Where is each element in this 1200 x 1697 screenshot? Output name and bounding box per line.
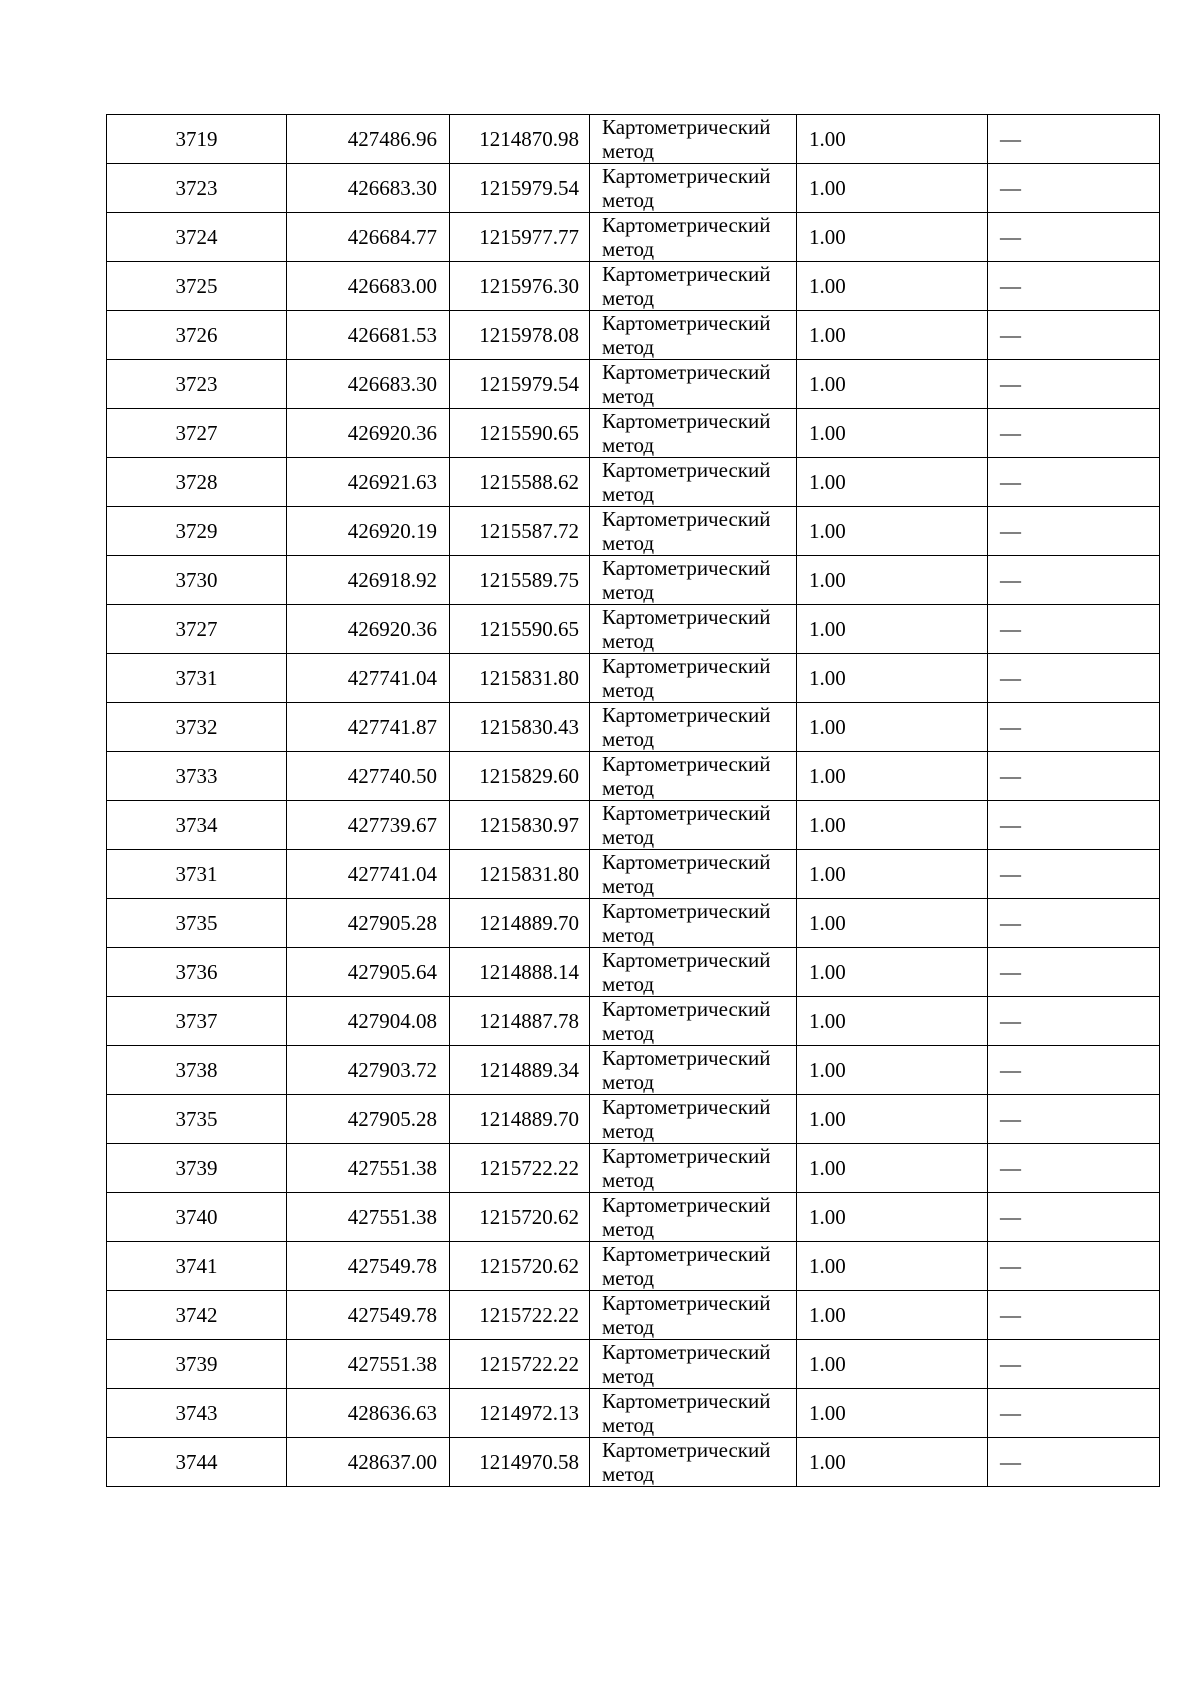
method-cell <box>590 556 797 605</box>
x-coordinate-cell: 426920.36 <box>287 605 450 654</box>
method-line-2: метод <box>602 678 655 702</box>
point-number-cell: 3735 <box>107 899 287 948</box>
y-coordinate-cell: 1215587.72 <box>450 507 590 556</box>
x-coordinate-cell: 427551.38 <box>287 1193 450 1242</box>
y-coordinate-cell: 1214889.70 <box>450 899 590 948</box>
method-cell <box>590 458 797 507</box>
point-number-cell: 3742 <box>107 1291 287 1340</box>
method-line-1: Картометрический <box>602 507 771 531</box>
method-line-2: метод <box>602 188 655 212</box>
y-coordinate-cell: 1214889.34 <box>450 1046 590 1095</box>
method-line-1: Картометрический <box>602 997 771 1021</box>
point-number-cell: 3732 <box>107 703 287 752</box>
method-cell <box>590 752 797 801</box>
accuracy-cell: 1.00 <box>797 654 988 703</box>
accuracy-cell: 1.00 <box>797 311 988 360</box>
method-line-1: Картометрический <box>602 801 771 825</box>
method-line-1: Картометрический <box>602 1242 771 1266</box>
table-row <box>107 115 1160 164</box>
accuracy-cell: 1.00 <box>797 409 988 458</box>
table-row <box>107 654 1160 703</box>
accuracy-cell: 1.00 <box>797 899 988 948</box>
note-cell: — <box>988 948 1160 997</box>
y-coordinate-cell: 1215979.54 <box>450 164 590 213</box>
method-cell <box>590 1144 797 1193</box>
table-row <box>107 311 1160 360</box>
note-cell: — <box>988 262 1160 311</box>
table-row <box>107 1095 1160 1144</box>
method-cell <box>590 801 797 850</box>
point-number-cell: 3725 <box>107 262 287 311</box>
note-cell: — <box>988 752 1160 801</box>
note-cell: — <box>988 409 1160 458</box>
note-cell: — <box>988 703 1160 752</box>
x-coordinate-cell: 426684.77 <box>287 213 450 262</box>
accuracy-cell: 1.00 <box>797 360 988 409</box>
x-coordinate-cell: 426681.53 <box>287 311 450 360</box>
accuracy-cell: 1.00 <box>797 115 988 164</box>
method-cell <box>590 654 797 703</box>
accuracy-cell: 1.00 <box>797 1095 988 1144</box>
note-cell: — <box>988 1389 1160 1438</box>
y-coordinate-cell: 1215722.22 <box>450 1291 590 1340</box>
method-line-2: метод <box>602 776 655 800</box>
accuracy-cell: 1.00 <box>797 1242 988 1291</box>
note-cell: — <box>988 605 1160 654</box>
point-number-cell: 3737 <box>107 997 287 1046</box>
table-row <box>107 360 1160 409</box>
method-cell <box>590 1242 797 1291</box>
note-cell: — <box>988 801 1160 850</box>
y-coordinate-cell: 1215830.43 <box>450 703 590 752</box>
point-number-cell: 3726 <box>107 311 287 360</box>
x-coordinate-cell: 427739.67 <box>287 801 450 850</box>
method-cell <box>590 1046 797 1095</box>
note-cell: — <box>988 1046 1160 1095</box>
point-number-cell: 3727 <box>107 605 287 654</box>
method-cell <box>590 262 797 311</box>
accuracy-cell: 1.00 <box>797 1193 988 1242</box>
note-cell: — <box>988 899 1160 948</box>
accuracy-cell: 1.00 <box>797 752 988 801</box>
x-coordinate-cell: 426921.63 <box>287 458 450 507</box>
accuracy-cell: 1.00 <box>797 213 988 262</box>
method-line-2: метод <box>602 1266 655 1290</box>
method-cell <box>590 115 797 164</box>
note-cell: — <box>988 115 1160 164</box>
y-coordinate-cell: 1214888.14 <box>450 948 590 997</box>
y-coordinate-cell: 1215830.97 <box>450 801 590 850</box>
method-line-2: метод <box>602 1217 655 1241</box>
method-line-1: Картометрический <box>602 899 771 923</box>
x-coordinate-cell: 427486.96 <box>287 115 450 164</box>
table-row <box>107 1046 1160 1095</box>
accuracy-cell: 1.00 <box>797 1046 988 1095</box>
note-cell: — <box>988 556 1160 605</box>
method-line-1: Картометрический <box>602 1340 771 1364</box>
method-line-1: Картометрический <box>602 360 771 384</box>
table-row <box>107 213 1160 262</box>
table-row <box>107 409 1160 458</box>
y-coordinate-cell: 1215976.30 <box>450 262 590 311</box>
x-coordinate-cell: 427551.38 <box>287 1144 450 1193</box>
method-line-1: Картометрический <box>602 1438 771 1462</box>
y-coordinate-cell: 1215720.62 <box>450 1242 590 1291</box>
note-cell: — <box>988 1438 1160 1487</box>
y-coordinate-cell: 1215977.77 <box>450 213 590 262</box>
note-cell: — <box>988 1242 1160 1291</box>
point-number-cell: 3736 <box>107 948 287 997</box>
method-line-1: Картометрический <box>602 115 771 139</box>
x-coordinate-cell: 428636.63 <box>287 1389 450 1438</box>
method-cell <box>590 948 797 997</box>
y-coordinate-cell: 1215978.08 <box>450 311 590 360</box>
point-number-cell: 3743 <box>107 1389 287 1438</box>
method-line-1: Картометрический <box>602 654 771 678</box>
x-coordinate-cell: 426918.92 <box>287 556 450 605</box>
method-cell <box>590 409 797 458</box>
method-line-2: метод <box>602 1168 655 1192</box>
table-row <box>107 850 1160 899</box>
method-line-1: Картометрический <box>602 850 771 874</box>
x-coordinate-cell: 428637.00 <box>287 1438 450 1487</box>
table-row <box>107 948 1160 997</box>
y-coordinate-cell: 1215722.22 <box>450 1340 590 1389</box>
accuracy-cell: 1.00 <box>797 997 988 1046</box>
method-line-2: метод <box>602 874 655 898</box>
x-coordinate-cell: 427549.78 <box>287 1242 450 1291</box>
y-coordinate-cell: 1214870.98 <box>450 115 590 164</box>
point-number-cell: 3731 <box>107 654 287 703</box>
note-cell: — <box>988 360 1160 409</box>
method-line-2: метод <box>602 629 655 653</box>
x-coordinate-cell: 427741.04 <box>287 850 450 899</box>
point-number-cell: 3719 <box>107 115 287 164</box>
x-coordinate-cell: 427903.72 <box>287 1046 450 1095</box>
method-line-2: метод <box>602 433 655 457</box>
method-line-2: метод <box>602 1364 655 1388</box>
point-number-cell: 3744 <box>107 1438 287 1487</box>
note-cell: — <box>988 997 1160 1046</box>
y-coordinate-cell: 1215589.75 <box>450 556 590 605</box>
method-cell <box>590 997 797 1046</box>
method-line-1: Картометрический <box>602 556 771 580</box>
table-row <box>107 1340 1160 1389</box>
accuracy-cell: 1.00 <box>797 507 988 556</box>
table-row <box>107 801 1160 850</box>
method-cell <box>590 507 797 556</box>
method-cell <box>590 1193 797 1242</box>
accuracy-cell: 1.00 <box>797 556 988 605</box>
coordinates-table-body <box>107 115 1160 1487</box>
method-line-1: Картометрический <box>602 703 771 727</box>
method-line-2: метод <box>602 580 655 604</box>
method-line-1: Картометрический <box>602 164 771 188</box>
method-cell <box>590 213 797 262</box>
method-cell <box>590 703 797 752</box>
accuracy-cell: 1.00 <box>797 703 988 752</box>
table-row <box>107 1193 1160 1242</box>
table-row <box>107 997 1160 1046</box>
method-cell <box>590 899 797 948</box>
method-cell <box>590 1095 797 1144</box>
method-line-1: Картометрический <box>602 1046 771 1070</box>
note-cell: — <box>988 654 1160 703</box>
point-number-cell: 3723 <box>107 164 287 213</box>
method-cell <box>590 164 797 213</box>
table-row <box>107 605 1160 654</box>
accuracy-cell: 1.00 <box>797 605 988 654</box>
method-line-2: метод <box>602 482 655 506</box>
method-line-2: метод <box>602 1021 655 1045</box>
table-row <box>107 703 1160 752</box>
table-row <box>107 899 1160 948</box>
note-cell: — <box>988 311 1160 360</box>
note-cell: — <box>988 850 1160 899</box>
method-cell <box>590 1291 797 1340</box>
x-coordinate-cell: 426920.36 <box>287 409 450 458</box>
accuracy-cell: 1.00 <box>797 164 988 213</box>
x-coordinate-cell: 427549.78 <box>287 1291 450 1340</box>
note-cell: — <box>988 164 1160 213</box>
table-row <box>107 164 1160 213</box>
method-line-2: метод <box>602 384 655 408</box>
method-line-1: Картометрический <box>602 948 771 972</box>
method-line-1: Картометрический <box>602 311 771 335</box>
point-number-cell: 3724 <box>107 213 287 262</box>
x-coordinate-cell: 427905.28 <box>287 1095 450 1144</box>
x-coordinate-cell: 427740.50 <box>287 752 450 801</box>
table-row <box>107 1291 1160 1340</box>
y-coordinate-cell: 1215720.62 <box>450 1193 590 1242</box>
x-coordinate-cell: 426683.00 <box>287 262 450 311</box>
note-cell: — <box>988 1193 1160 1242</box>
x-coordinate-cell: 427741.04 <box>287 654 450 703</box>
point-number-cell: 3723 <box>107 360 287 409</box>
method-line-1: Картометрический <box>602 458 771 482</box>
method-cell <box>590 850 797 899</box>
point-number-cell: 3741 <box>107 1242 287 1291</box>
method-cell <box>590 1389 797 1438</box>
method-line-1: Картометрический <box>602 752 771 776</box>
accuracy-cell: 1.00 <box>797 1340 988 1389</box>
y-coordinate-cell: 1215831.80 <box>450 850 590 899</box>
note-cell: — <box>988 458 1160 507</box>
method-line-1: Картометрический <box>602 1193 771 1217</box>
method-line-2: метод <box>602 286 655 310</box>
y-coordinate-cell: 1214887.78 <box>450 997 590 1046</box>
table-row <box>107 458 1160 507</box>
table-row <box>107 1389 1160 1438</box>
accuracy-cell: 1.00 <box>797 458 988 507</box>
x-coordinate-cell: 427741.87 <box>287 703 450 752</box>
note-cell: — <box>988 213 1160 262</box>
x-coordinate-cell: 427905.28 <box>287 899 450 948</box>
note-cell: — <box>988 1340 1160 1389</box>
x-coordinate-cell: 426683.30 <box>287 164 450 213</box>
accuracy-cell: 1.00 <box>797 1144 988 1193</box>
method-cell <box>590 311 797 360</box>
point-number-cell: 3740 <box>107 1193 287 1242</box>
point-number-cell: 3733 <box>107 752 287 801</box>
method-line-1: Картометрический <box>602 262 771 286</box>
table-row <box>107 507 1160 556</box>
y-coordinate-cell: 1215590.65 <box>450 605 590 654</box>
method-cell <box>590 605 797 654</box>
y-coordinate-cell: 1215588.62 <box>450 458 590 507</box>
method-line-2: метод <box>602 825 655 849</box>
note-cell: — <box>988 507 1160 556</box>
point-number-cell: 3728 <box>107 458 287 507</box>
method-cell <box>590 1438 797 1487</box>
y-coordinate-cell: 1214972.13 <box>450 1389 590 1438</box>
note-cell: — <box>988 1144 1160 1193</box>
point-number-cell: 3739 <box>107 1144 287 1193</box>
method-line-2: метод <box>602 727 655 751</box>
y-coordinate-cell: 1214970.58 <box>450 1438 590 1487</box>
accuracy-cell: 1.00 <box>797 262 988 311</box>
method-line-1: Картометрический <box>602 213 771 237</box>
method-cell <box>590 360 797 409</box>
table-row <box>107 1242 1160 1291</box>
method-line-2: метод <box>602 1315 655 1339</box>
y-coordinate-cell: 1215829.60 <box>450 752 590 801</box>
point-number-cell: 3734 <box>107 801 287 850</box>
accuracy-cell: 1.00 <box>797 1389 988 1438</box>
method-line-2: метод <box>602 923 655 947</box>
x-coordinate-cell: 426683.30 <box>287 360 450 409</box>
y-coordinate-cell: 1215979.54 <box>450 360 590 409</box>
method-line-1: Картометрический <box>602 1144 771 1168</box>
table-row <box>107 1144 1160 1193</box>
note-cell: — <box>988 1291 1160 1340</box>
method-line-2: метод <box>602 139 655 163</box>
method-line-2: метод <box>602 1413 655 1437</box>
method-line-2: метод <box>602 531 655 555</box>
y-coordinate-cell: 1215831.80 <box>450 654 590 703</box>
accuracy-cell: 1.00 <box>797 948 988 997</box>
method-line-2: метод <box>602 335 655 359</box>
method-line-1: Картометрический <box>602 605 771 629</box>
table-row <box>107 1438 1160 1487</box>
method-line-2: метод <box>602 237 655 261</box>
coordinates-table <box>106 114 1160 1487</box>
note-cell: — <box>988 1095 1160 1144</box>
y-coordinate-cell: 1215590.65 <box>450 409 590 458</box>
x-coordinate-cell: 427551.38 <box>287 1340 450 1389</box>
accuracy-cell: 1.00 <box>797 1291 988 1340</box>
x-coordinate-cell: 427905.64 <box>287 948 450 997</box>
method-line-2: метод <box>602 1119 655 1143</box>
point-number-cell: 3739 <box>107 1340 287 1389</box>
table-row <box>107 752 1160 801</box>
accuracy-cell: 1.00 <box>797 850 988 899</box>
method-line-1: Картометрический <box>602 1291 771 1315</box>
point-number-cell: 3738 <box>107 1046 287 1095</box>
point-number-cell: 3729 <box>107 507 287 556</box>
method-line-1: Картометрический <box>602 1389 771 1413</box>
point-number-cell: 3727 <box>107 409 287 458</box>
x-coordinate-cell: 427904.08 <box>287 997 450 1046</box>
accuracy-cell: 1.00 <box>797 801 988 850</box>
method-line-1: Картометрический <box>602 409 771 433</box>
table-row <box>107 262 1160 311</box>
method-line-2: метод <box>602 1070 655 1094</box>
method-cell <box>590 1340 797 1389</box>
method-line-2: метод <box>602 1462 655 1486</box>
method-line-1: Картометрический <box>602 1095 771 1119</box>
point-number-cell: 3730 <box>107 556 287 605</box>
x-coordinate-cell: 426920.19 <box>287 507 450 556</box>
point-number-cell: 3731 <box>107 850 287 899</box>
table-row <box>107 556 1160 605</box>
y-coordinate-cell: 1214889.70 <box>450 1095 590 1144</box>
method-line-2: метод <box>602 972 655 996</box>
accuracy-cell: 1.00 <box>797 1438 988 1487</box>
y-coordinate-cell: 1215722.22 <box>450 1144 590 1193</box>
point-number-cell: 3735 <box>107 1095 287 1144</box>
